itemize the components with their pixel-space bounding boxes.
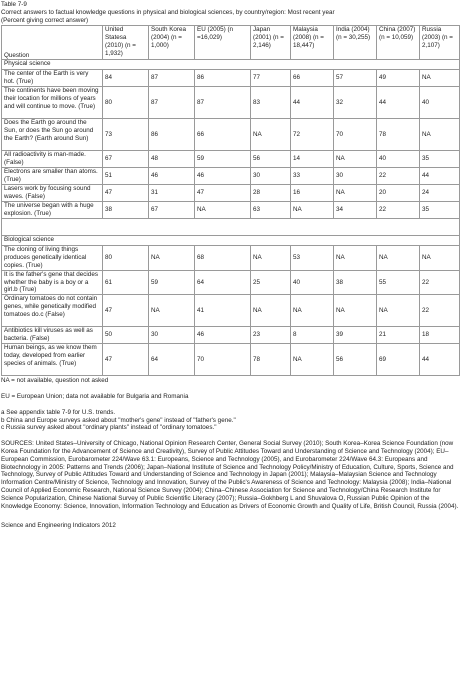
table-title: Correct answers to factual knowledge questions in physical and biological sciences, by country/region: Most recent year (1, 8, 335, 16)
value-cell: 22 (420, 270, 460, 294)
value-cell: 51 (103, 168, 149, 185)
value-cell: 21 (377, 327, 420, 344)
value-cell: 35 (420, 151, 460, 168)
spacer-cell (2, 219, 460, 236)
value-cell: NA (195, 202, 251, 219)
col-malaysia: Malaysia (2008) (n = 18,447) (291, 26, 334, 60)
sources-note: SOURCES: United States–University of Chicago, National Opinion Research Center, General Social Survey (2010); South Korea–Korea Science Foundation (now Korea Foundation for the Advancement of Science and Creativity), Survey of Public Attitudes Toward and Understanding of Science and Technology (2004); EU–European Commission, Eurobarometer 224/Wave 63.1: Europeans, Science and Technology (2005), and Eurobarometer 224/Wave 64.3: Europeans and Biotechnology in 2005: Patterns and Trends (2006); Japan–National Institute of Science and Technology Policy/Ministry of Education, Culture, Sports, Science and Technology, Survey of Public Attitudes Toward and Understanding of Science and Technology in Japan (2001); Malaysia–Malaysian Science and Technology Information Centre/Ministry of Science, Technology and Innovation, Survey of the Public's Awareness of Science and Technology: Malaysia (2008); India–National Council of Applied Economic Research, National Science Survey (2004); China–Chinese Association for Science and Technology/China Research Institute for Science Popularization, Chinese National Survey of Public Scientific Literacy (2007); Russia–Gokhberg L and Shuvalova O, Russian Public Opinion of the Knowledge Economy: Science, Innovation, Information Technology and Education as Drivers of Economic Growth and Quality of Life, British Council, Russia (2004). (1, 440, 459, 510)
column-header-row (2, 26, 460, 60)
table-row (2, 70, 460, 87)
value-cell: NA (420, 70, 460, 87)
footnote-a: a See appendix table 7-9 for U.S. trends. (1, 408, 116, 416)
question-cell: All radioactivity is man-made. (False) (2, 151, 103, 168)
value-cell: 40 (420, 87, 460, 119)
question-cell: Does the Earth go around the Sun, or does the Sun go around the Earth? (Earth around Sun) (2, 119, 103, 151)
value-cell: 59 (195, 151, 251, 168)
value-cell: 78 (251, 344, 291, 376)
value-cell: 8 (291, 327, 334, 344)
section-row-biological (2, 236, 460, 246)
col-question: Question (2, 26, 103, 60)
value-cell: 50 (103, 327, 149, 344)
table-row (2, 246, 460, 270)
value-cell: 73 (103, 119, 149, 151)
value-cell: 80 (103, 87, 149, 119)
value-cell: 40 (291, 270, 334, 294)
question-cell: Human beings, as we know them today, developed from earlier species of animals. (True) (2, 344, 103, 376)
table-row (2, 151, 460, 168)
value-cell: 34 (334, 202, 377, 219)
value-cell: 20 (377, 185, 420, 202)
value-cell: NA (291, 344, 334, 376)
value-cell: NA (149, 246, 195, 270)
note-na: NA = not available, question not asked (1, 377, 109, 385)
col-south-korea: South Korea (2004) (n = 1,000) (149, 26, 195, 60)
value-cell: 66 (291, 70, 334, 87)
value-cell: 18 (420, 327, 460, 344)
value-cell: 48 (149, 151, 195, 168)
value-cell: 39 (334, 327, 377, 344)
table-row (2, 87, 460, 119)
value-cell: 38 (103, 202, 149, 219)
table-row (2, 119, 460, 151)
table-row (2, 295, 460, 327)
value-cell: 30 (149, 327, 195, 344)
value-cell: 25 (251, 270, 291, 294)
footnote-b: b China and Europe surveys asked about "mother's gene" instead of "father's gene." (1, 416, 236, 424)
value-cell: 64 (149, 344, 195, 376)
value-cell: 67 (149, 202, 195, 219)
section-label: Physical science (2, 60, 460, 70)
value-cell: 16 (291, 185, 334, 202)
value-cell: NA (334, 295, 377, 327)
value-cell: 35 (420, 202, 460, 219)
value-cell: 30 (334, 168, 377, 185)
table-subtitle: (Percent giving correct answer) (1, 16, 89, 24)
col-russia: Russia (2003) (n = 2,107) (420, 26, 460, 60)
value-cell: NA (334, 246, 377, 270)
question-cell: Electrons are smaller than atoms. (True) (2, 168, 103, 185)
knowledge-table (1, 25, 460, 376)
value-cell: NA (334, 151, 377, 168)
value-cell: 67 (103, 151, 149, 168)
value-cell: NA (291, 295, 334, 327)
value-cell: 87 (195, 87, 251, 119)
value-cell: 59 (149, 270, 195, 294)
value-cell: 78 (377, 119, 420, 151)
value-cell: 47 (103, 295, 149, 327)
value-cell: 68 (195, 246, 251, 270)
value-cell: NA (251, 295, 291, 327)
question-cell: Ordinary tomatoes do not contain genes, while genetically modified tomatoes do.c (False) (2, 295, 103, 327)
section-label: Biological science (2, 236, 460, 246)
value-cell: 80 (103, 246, 149, 270)
value-cell: 44 (420, 168, 460, 185)
value-cell: 40 (377, 151, 420, 168)
value-cell: NA (291, 202, 334, 219)
table-row (2, 344, 460, 376)
value-cell: 44 (291, 87, 334, 119)
table-row (2, 202, 460, 219)
value-cell: NA (149, 295, 195, 327)
value-cell: 38 (334, 270, 377, 294)
question-cell: The center of the Earth is very hot. (True) (2, 70, 103, 87)
value-cell: NA (251, 119, 291, 151)
question-cell: Lasers work by focusing sound waves. (False) (2, 185, 103, 202)
spacer-row (2, 219, 460, 236)
value-cell: 87 (149, 87, 195, 119)
value-cell: 56 (251, 151, 291, 168)
value-cell: NA (251, 246, 291, 270)
value-cell: 63 (251, 202, 291, 219)
question-cell: It is the father's gene that decides whether the baby is a boy or a girl.b (True) (2, 270, 103, 294)
col-india: India (2004) (n = 30,255) (334, 26, 377, 60)
value-cell: 23 (251, 327, 291, 344)
question-cell: The continents have been moving their location for millions of years and will continue to move. (True) (2, 87, 103, 119)
value-cell: 14 (291, 151, 334, 168)
value-cell: 70 (195, 344, 251, 376)
footer-credit: Science and Engineering Indicators 2012 (1, 522, 116, 530)
table-notes (1, 377, 461, 530)
value-cell: 83 (251, 87, 291, 119)
value-cell: 44 (377, 87, 420, 119)
question-cell: The cloning of living things produces genetically identical copies. (True) (2, 246, 103, 270)
col-china: China (2007) (n = 10,059) (377, 26, 420, 60)
value-cell: 87 (149, 70, 195, 87)
value-cell: 55 (377, 270, 420, 294)
value-cell: 22 (377, 168, 420, 185)
col-eu: EU (2005) (n =16,029) (195, 26, 251, 60)
footnote-c: c Russia survey asked about "ordinary plants" instead of "ordinary tomatoes." (1, 424, 217, 432)
value-cell: 70 (334, 119, 377, 151)
value-cell: 32 (334, 87, 377, 119)
value-cell: 33 (291, 168, 334, 185)
value-cell: 69 (377, 344, 420, 376)
value-cell: 72 (291, 119, 334, 151)
value-cell: 31 (149, 185, 195, 202)
value-cell: NA (377, 295, 420, 327)
table-row (2, 327, 460, 344)
value-cell: 46 (195, 327, 251, 344)
value-cell: 22 (377, 202, 420, 219)
value-cell: 47 (103, 344, 149, 376)
table-row (2, 185, 460, 202)
table-header (1, 1, 461, 24)
value-cell: 56 (334, 344, 377, 376)
value-cell: 53 (291, 246, 334, 270)
value-cell: 46 (195, 168, 251, 185)
value-cell: 41 (195, 295, 251, 327)
table-row (2, 168, 460, 185)
value-cell: 47 (103, 185, 149, 202)
value-cell: 84 (103, 70, 149, 87)
value-cell: 49 (377, 70, 420, 87)
value-cell: 77 (251, 70, 291, 87)
question-cell: The universe began with a huge explosion. (True) (2, 202, 103, 219)
value-cell: 47 (195, 185, 251, 202)
value-cell: NA (377, 246, 420, 270)
value-cell: NA (334, 185, 377, 202)
value-cell: NA (420, 119, 460, 151)
value-cell: 46 (149, 168, 195, 185)
value-cell: 61 (103, 270, 149, 294)
note-eu: EU = European Union; data not available for Bulgaria and Romania (1, 392, 189, 400)
value-cell: 28 (251, 185, 291, 202)
value-cell: 86 (195, 70, 251, 87)
value-cell: 24 (420, 185, 460, 202)
value-cell: NA (420, 246, 460, 270)
value-cell: 44 (420, 344, 460, 376)
value-cell: 64 (195, 270, 251, 294)
section-row-physical (2, 60, 460, 70)
col-japan: Japan (2001) (n = 2,146) (251, 26, 291, 60)
value-cell: 66 (195, 119, 251, 151)
table-id: Table 7-9 (1, 1, 27, 8)
value-cell: 22 (420, 295, 460, 327)
col-united-states: United Statesa (2010) (n = 1,932) (103, 26, 149, 60)
table-row (2, 270, 460, 294)
question-cell: Antibiotics kill viruses as well as bacteria. (False) (2, 327, 103, 344)
value-cell: 86 (149, 119, 195, 151)
value-cell: 57 (334, 70, 377, 87)
value-cell: 30 (251, 168, 291, 185)
